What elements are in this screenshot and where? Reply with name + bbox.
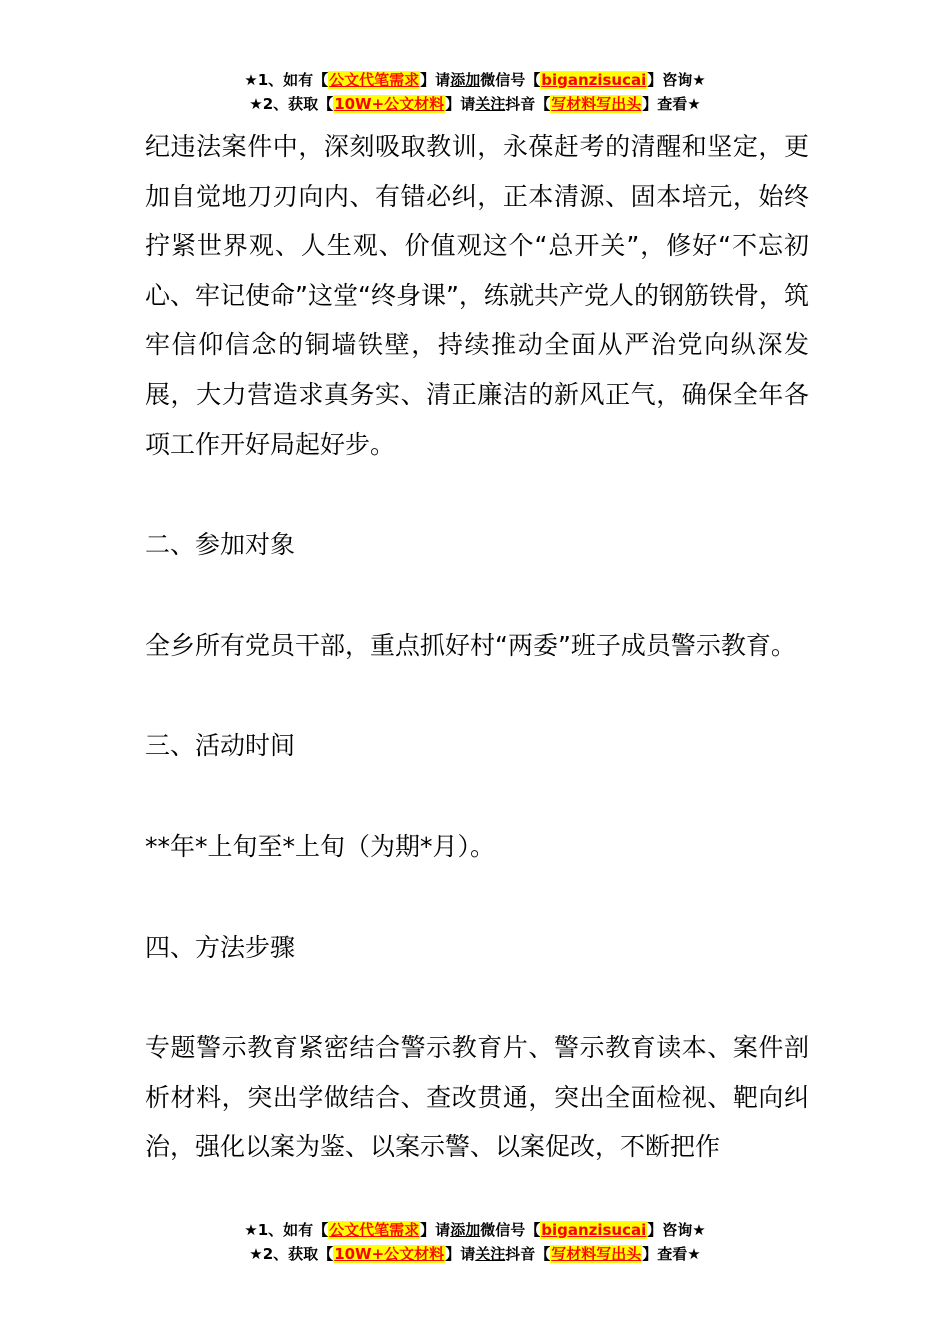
promo-highlight-service: 公文代笔需求 <box>329 71 420 89</box>
promo-line-2-prefix: ★2、获取【 <box>249 1245 334 1263</box>
promo-line-1-mid2: 微信号【 <box>480 71 541 89</box>
promo-line-2-mid2: 抖音【 <box>505 1245 551 1263</box>
promo-line-2 <box>0 1242 950 1266</box>
promo-underline-follow: 关注 <box>475 1245 506 1263</box>
promo-line-2 <box>0 92 950 116</box>
promo-highlight-materials: 10W+公文材料 <box>334 1245 445 1263</box>
body-paragraph-intro: 纪违法案件中，深刻吸取教训，永葆赶考的清醒和坚定，更加自觉地刀刃向内、有错必纠，正本清源、固本培元，始终拧紧世界观、人生观、价值观这个“总开关”，修好“不忘初心、牢记使命”这堂“终身课”，练就共产党人的钢筋铁骨，筑牢信仰信念的铜墙铁壁，持续推动全面从严治党向纵深发展，大力营造求真务实、清正廉洁的新风正气，确保全年各项工作开好局起好步。 <box>145 132 809 459</box>
promo-line-1-suffix: 】咨询★ <box>647 71 706 89</box>
promo-highlight-wechat-id: biganzisucai <box>541 1221 647 1239</box>
body-paragraph-steps: 专题警示教育紧密结合警示教育片、警示教育读本、案件剖析材料，突出学做结合、查改贯通，突出全面检视、靶向纠治，强化以案为鉴、以案示警、以案促改，不断把作 <box>145 1033 809 1162</box>
promo-underline-follow: 关注 <box>475 95 506 113</box>
promo-line-1-suffix: 】咨询★ <box>647 1221 706 1239</box>
body-paragraph-participants: 全乡所有党员干部，重点抓好村“两委”班子成员警示教育。 <box>145 630 796 660</box>
promo-line-1-prefix: ★1、如有【 <box>244 1221 329 1239</box>
promo-line-2-mid2: 抖音【 <box>505 95 551 113</box>
promo-underline-add: 添加 <box>450 1221 481 1239</box>
section-heading-steps: 四、方法步骤 <box>145 932 296 962</box>
promo-line-1-mid: 】请 <box>420 1221 451 1239</box>
promo-line-2-suffix: 】查看★ <box>642 1245 701 1263</box>
promo-highlight-wechat-id: biganzisucai <box>541 71 647 89</box>
section-heading-participants: 二、参加对象 <box>145 530 296 560</box>
body-paragraph-time: **年*上旬至*上旬（为期*月）。 <box>145 831 496 861</box>
promo-underline-add: 添加 <box>450 71 481 89</box>
section-heading-time: 三、活动时间 <box>145 731 296 761</box>
promo-highlight-materials: 10W+公文材料 <box>334 95 445 113</box>
promo-line-1 <box>0 1218 950 1242</box>
promo-line-2-mid: 】请 <box>445 1245 476 1263</box>
header-promo-banner <box>0 68 950 116</box>
footer-promo-banner <box>0 1218 950 1266</box>
promo-highlight-service: 公文代笔需求 <box>329 1221 420 1239</box>
promo-line-1 <box>0 68 950 92</box>
promo-highlight-douyin-account: 写材料写出头 <box>551 95 642 113</box>
promo-line-2-mid: 】请 <box>445 95 476 113</box>
promo-line-1-mid2: 微信号【 <box>480 1221 541 1239</box>
promo-line-1-mid: 】请 <box>420 71 451 89</box>
promo-highlight-douyin-account: 写材料写出头 <box>551 1245 642 1263</box>
document-body <box>145 122 809 1172</box>
promo-line-2-suffix: 】查看★ <box>642 95 701 113</box>
promo-line-2-prefix: ★2、获取【 <box>249 95 334 113</box>
promo-line-1-prefix: ★1、如有【 <box>244 71 329 89</box>
